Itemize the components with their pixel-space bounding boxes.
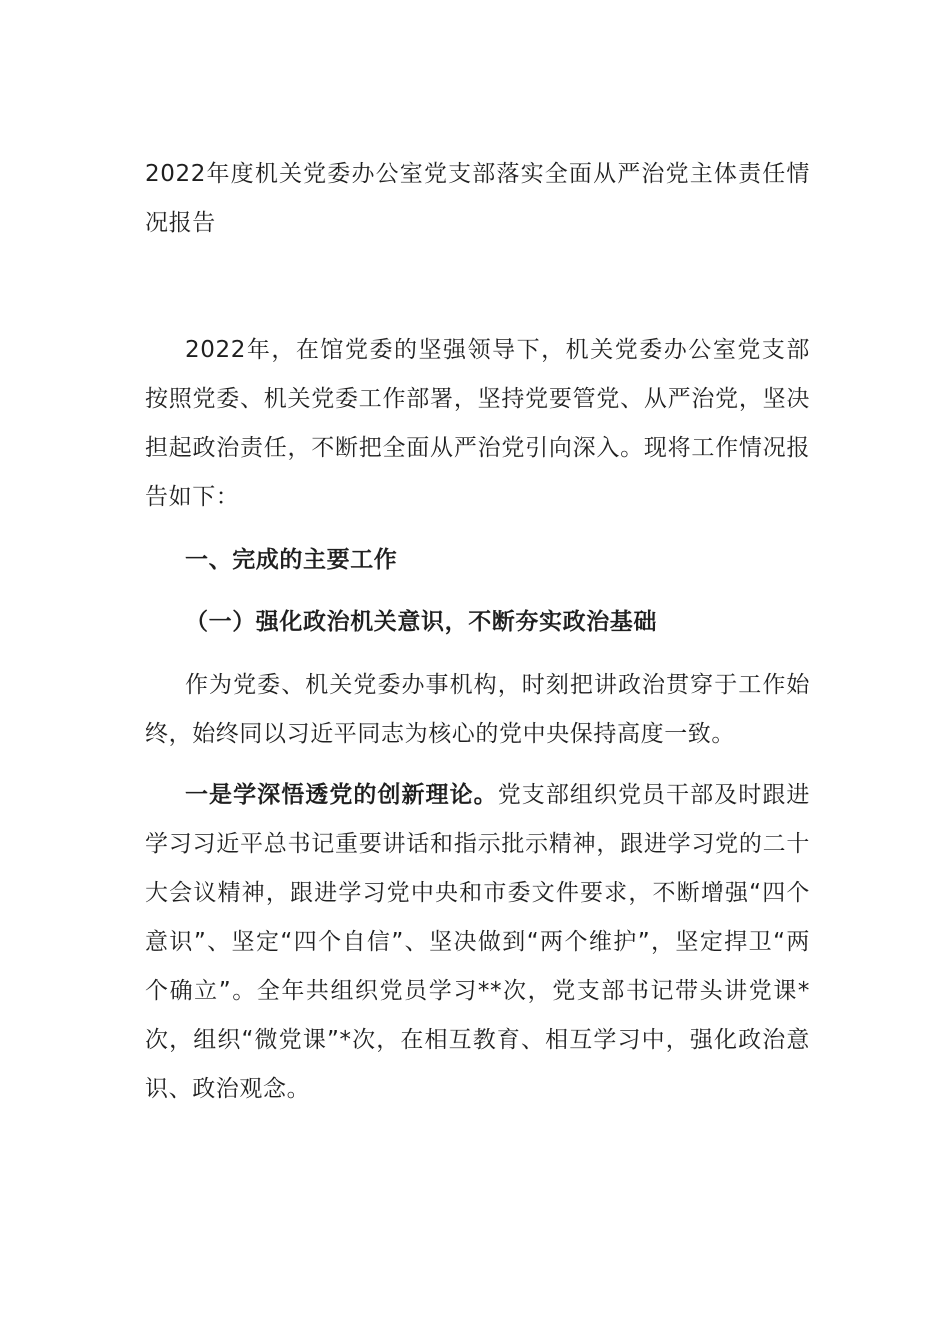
document-title: 2022年度机关党委办公室党支部落实全面从严治党主体责任情况报告 bbox=[145, 161, 810, 236]
subsection-paragraph: 作为党委、机关党委办事机构，时刻把讲政治贯穿于工作始终，始终同以习近平同志为核心的党中央保持高度一致。 bbox=[145, 672, 810, 747]
point-one-lead: 一是学深悟透党的创新理论。 bbox=[185, 782, 498, 808]
intro-paragraph: 2022年，在馆党委的坚强领导下，机关党委办公室党支部按照党委、机关党委工作部署，坚持党要管党、从严治党，坚决担起政治责任，不断把全面从严治党引向深入。现将工作情况报告如下： bbox=[145, 337, 810, 510]
point-one-paragraph bbox=[145, 771, 810, 1114]
section-heading-main-work: 一、完成的主要工作 bbox=[185, 547, 398, 573]
subsection-heading-political-awareness: （一）强化政治机关意识，不断夯实政治基础 bbox=[185, 609, 657, 635]
point-one-body: 党支部组织党员干部及时跟进学习习近平总书记重要讲话和指示批示精神，跟进学习党的二十大会议精神，跟进学习党中央和市委文件要求，不断增强“四个意识”、坚定“四个自信”、坚决做到“两个维护”，坚定捍卫“两个确立”。全年共组织党员学习**次，党支部书记带头讲党课*次，组织“微党课”*次，在相互教育、相互学习中，强化政治意识、政治观念。 bbox=[145, 782, 810, 1102]
